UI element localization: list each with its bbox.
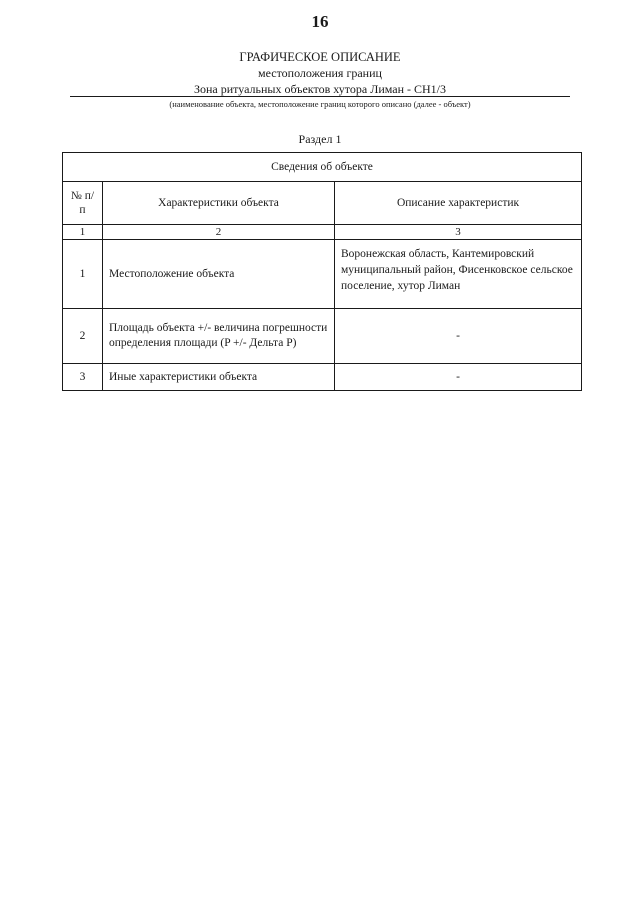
table-header-row <box>63 182 582 225</box>
section-label: Раздел 1 <box>298 132 342 146</box>
table-row <box>63 364 582 391</box>
table-title-row <box>63 153 582 182</box>
table-row <box>63 240 582 309</box>
table-row <box>63 309 582 364</box>
column-number-3: 3 <box>335 225 582 240</box>
row-number: 3 <box>63 364 103 391</box>
object-name-underline <box>70 96 570 97</box>
row-number: 2 <box>63 309 103 364</box>
row-description: - <box>335 309 582 364</box>
object-name: Зона ритуальных объектов хутора Лиман - СН1/3 <box>193 82 447 96</box>
row-characteristic: Площадь объекта +/- величина погрешности определения площади (P +/- Дельта P) <box>103 309 335 364</box>
table-title: Сведения об объекте <box>63 153 582 182</box>
column-header-description: Описание характеристик <box>335 182 582 225</box>
row-number: 1 <box>63 240 103 309</box>
row-description: Воронежская область, Кантемировский муниципальный район, Фисенковское сельское поселение, хутор Лиман <box>335 240 582 309</box>
page-number: 16 <box>311 12 329 31</box>
row-description: - <box>335 364 582 391</box>
object-info-table <box>62 152 582 391</box>
column-number-row <box>63 225 582 240</box>
object-name-caption: (наименование объекта, местоположение границ которого описано (далее - объект) <box>169 99 471 109</box>
column-header-characteristic: Характеристики объекта <box>103 182 335 225</box>
column-number-1: 1 <box>63 225 103 240</box>
document-subtitle: местоположения границ <box>258 66 382 80</box>
column-header-number: № п/п <box>63 182 103 225</box>
column-number-2: 2 <box>103 225 335 240</box>
row-characteristic: Иные характеристики объекта <box>103 364 335 391</box>
document-title: ГРАФИЧЕСКОЕ ОПИСАНИЕ <box>239 50 401 64</box>
row-characteristic: Местоположение объекта <box>103 240 335 309</box>
